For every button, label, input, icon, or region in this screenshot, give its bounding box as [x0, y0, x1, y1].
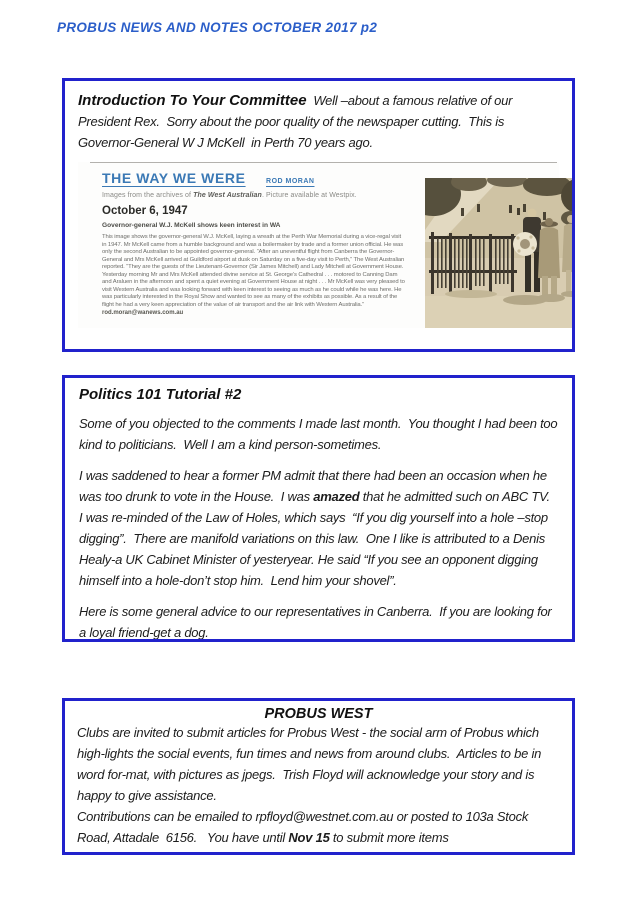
clipping-author-email: rod.moran@wanews.com.au [102, 310, 184, 316]
politics-title: Politics 101 Tutorial #2 [79, 386, 242, 403]
wreath-laying-photo [425, 178, 575, 328]
page-header-title: PROBUS NEWS AND NOTES OCTOBER 2017 p2 [57, 20, 378, 35]
politics-paragraph-2: I was saddened to hear a former PM admit that there had been an occasion when he was too drunk to vote in the House. I was amazed that he admitted such on ABC TV. I was re-minded of the Law of Holes, which says “If you dig yourself into a hole –stop digging”. There are manifold variations on this law. One I like is attributed to a Denis Healy-a UK Cabinet Minister of yesteryear. He said “If you see an opponent digging himself into a hole-don’t stop him. Lend him your shovel”. [79, 468, 557, 588]
probus-west-box [62, 698, 575, 855]
clipping-body-text: This image shows the governor-general W.J. McKell, laying a wreath at the Perth War Memorial during a vice-regal visit in 1947. Mr McKell came from a humble background and was a boilermaker by trade and a former union official. He was only the second Australian to be appointed governor-general. “After an uneventful flight from Canberra the Governor-General and Mrs McKell arrived at Guildford airport at dusk on Saturday on a five-day visit to Perth,” The West Australian reported. “They are the guests of the Lieutenant-Governor (Sir James Mitchell) and Lady Mitchell at Government House. Yesterday morning Mr and Mrs McKell attended divine service at St. George’s Cathedral . . . motored to Canning Dam and Araluen in the afternoon and spent a quiet evening at Government House at night . . . Mr McKell was very pleased to visit Western Australia and was looking forward with keen interest to seeing as much as he could while he was here. He was particularly interested in the Royal Show and wanted to see as many of the exhibits as possible. As a result of the flight he had a very keen appreciation of the value of air transport and the air link with Western Australia.” [102, 234, 405, 308]
photo-illustration [425, 178, 575, 328]
newspaper-clipping [78, 162, 559, 328]
clipping-source-line: Images from the archives of The West Australian. Picture available at Westpix. [102, 192, 357, 199]
politics-paragraph-1: Some of you objected to the comments I made last month. You thought I had been too kind to politicians. Well I am a kind person-sometimes. [79, 416, 561, 452]
nov-15-deadline-bold-text: Nov 15 [288, 830, 330, 845]
probus-west-paragraph-2: Contributions can be emailed to rpfloyd@westnet.com.au or posted to 103a Stock Road, Attadale 6156. You have until Nov 15 to submit more items [77, 809, 532, 845]
intro-committee-box [62, 78, 575, 352]
clipping-date: October 6, 1947 [102, 205, 188, 217]
intro-paragraph [78, 90, 559, 153]
clipping-byline: ROD MORAN [266, 178, 315, 185]
intro-title: Introduction To Your Committee [78, 92, 307, 109]
intro-body-text: Well –about a famous relative of our President Rex. Sorry about the poor quality of the newspaper cutting. This is Governor-General W J McKell in Perth 70 years ago. [78, 93, 516, 150]
clipping-headline: THE WAY WE WERE [102, 170, 246, 186]
clipping-text-column [102, 170, 405, 316]
probus-west-paragraph-1: Clubs are invited to submit articles for Probus West - the social arm of Probus which high-lights the social events, fun times and news from around clubs. Articles to be in word for-mat, with pictures as jpegs. Trish Floyd will acknowledge your story and is happy to give assistance. [77, 725, 545, 803]
politics-paragraph-3: Here is some general advice to our representatives in Canberra. If you are looking for a loyal friend-get a dog. [79, 604, 555, 640]
probus-west-title: PROBUS WEST [264, 706, 373, 722]
clipping-subheadline: Governor-general W.J. McKell shows keen interest in WA [102, 222, 281, 229]
clipping-publication-name: The West Australian [193, 192, 262, 199]
politics-box [62, 375, 575, 642]
amazed-bold-text: amazed [313, 489, 360, 504]
